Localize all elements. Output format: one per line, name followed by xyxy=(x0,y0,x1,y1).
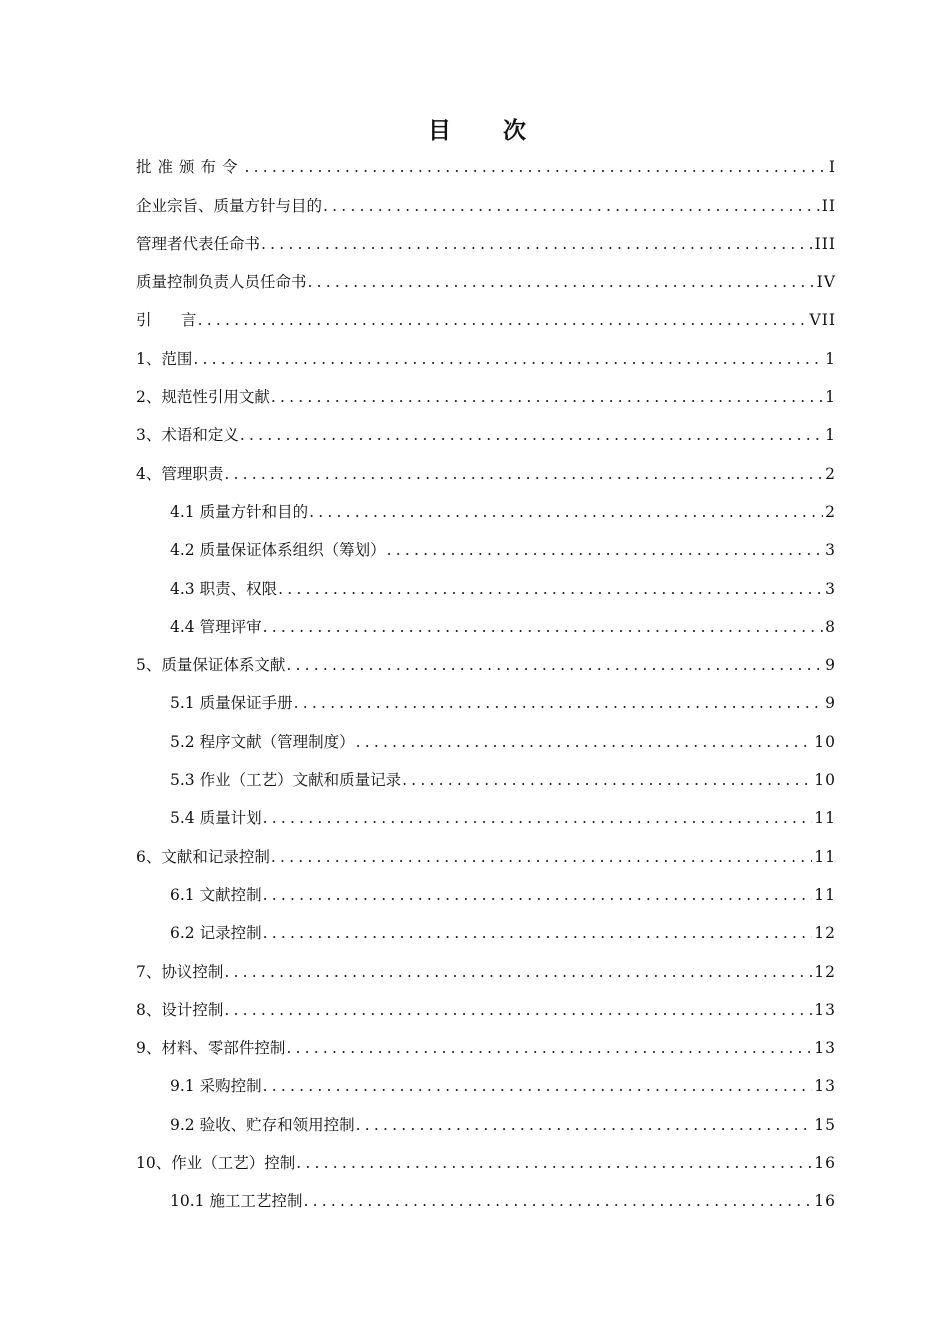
toc-entry-label: 5.1 质量保证手册 xyxy=(170,694,293,713)
toc-entry[interactable] xyxy=(136,375,836,413)
dot-leader xyxy=(263,923,813,943)
toc-entry-page-number: 2 xyxy=(825,464,836,483)
toc-entry-page-number: 3 xyxy=(825,541,836,560)
toc-entry[interactable] xyxy=(136,566,836,604)
dot-leader xyxy=(224,962,812,982)
toc-entry-page-number: 10 xyxy=(814,771,836,790)
toc-entry-page-number: 1 xyxy=(825,388,836,407)
toc-entry-page-number: I xyxy=(828,158,836,177)
dot-leader xyxy=(286,655,823,675)
toc-entry[interactable] xyxy=(136,796,836,834)
toc-entry-label: 4、管理职责 xyxy=(136,464,224,483)
dot-leader xyxy=(263,808,813,828)
dot-leader xyxy=(224,1000,812,1020)
toc-entry-page-number: 13 xyxy=(814,1077,836,1096)
dot-leader xyxy=(294,693,824,713)
toc-entry-page-number: 8 xyxy=(825,617,836,636)
dot-leader xyxy=(402,770,812,790)
dot-leader xyxy=(198,310,808,330)
toc-entry-page-number: 11 xyxy=(814,885,836,904)
toc-entry[interactable] xyxy=(136,1179,836,1217)
toc-entry[interactable] xyxy=(136,336,836,374)
toc-entry-page-number: 9 xyxy=(825,694,836,713)
toc-entry-label: 引 言 xyxy=(136,311,197,330)
toc-entry-page-number: VII xyxy=(809,311,836,330)
dot-leader xyxy=(323,196,820,216)
dot-leader xyxy=(308,272,815,292)
toc-entry[interactable] xyxy=(136,719,836,757)
toc-entry-page-number: 2 xyxy=(825,502,836,521)
dot-leader xyxy=(193,349,823,369)
toc-entry[interactable] xyxy=(136,298,836,336)
dot-leader xyxy=(263,1076,813,1096)
dot-leader xyxy=(356,732,813,752)
toc-entry-page-number: 1 xyxy=(825,349,836,368)
toc-entry-label: 质量控制负责人员任命书 xyxy=(136,273,307,292)
toc-entry[interactable] xyxy=(136,183,836,221)
toc-entry-label: 5.3 作业（工艺）文献和质量记录 xyxy=(170,771,402,790)
dot-leader xyxy=(278,579,823,599)
toc-entry[interactable] xyxy=(136,605,836,643)
toc-entry[interactable] xyxy=(136,1064,836,1102)
dot-leader xyxy=(240,425,823,445)
dot-leader xyxy=(296,1153,812,1173)
dot-leader xyxy=(356,1115,813,1135)
toc-entry[interactable] xyxy=(136,222,836,260)
toc-list xyxy=(136,145,836,1217)
toc-entry-label: 5.2 程序文献（管理制度） xyxy=(170,732,355,751)
toc-title: 目 次 xyxy=(427,118,548,144)
toc-entry-label: 9、材料、零部件控制 xyxy=(136,1039,286,1058)
toc-entry-label: 4.2 质量保证体系组织（筹划） xyxy=(170,541,386,560)
toc-entry[interactable] xyxy=(136,834,836,872)
toc-entry[interactable] xyxy=(136,490,836,528)
toc-entry-label: 8、设计控制 xyxy=(136,1000,224,1019)
toc-entry[interactable] xyxy=(136,681,836,719)
dot-leader xyxy=(271,847,812,867)
toc-entry-label: 3、术语和定义 xyxy=(136,426,239,445)
toc-entry[interactable] xyxy=(136,873,836,911)
toc-entry-label: 4.1 质量方针和目的 xyxy=(170,502,309,521)
toc-entry-page-number: 16 xyxy=(814,1154,836,1173)
toc-entry-page-number: 11 xyxy=(814,809,836,828)
dot-leader xyxy=(303,1191,812,1211)
toc-entry-label: 6.1 文献控制 xyxy=(170,885,262,904)
toc-entry[interactable] xyxy=(136,911,836,949)
toc-entry-label: 9.2 验收、贮存和领用控制 xyxy=(170,1115,355,1134)
toc-entry[interactable] xyxy=(136,758,836,796)
toc-entry-page-number: 3 xyxy=(825,579,836,598)
toc-entry-page-number: 12 xyxy=(814,924,836,943)
toc-entry-label: 4.3 职责、权限 xyxy=(170,579,278,598)
toc-entry-label: 批准颁布令 xyxy=(136,158,244,177)
toc-entry[interactable] xyxy=(136,643,836,681)
toc-entry[interactable] xyxy=(136,1026,836,1064)
dot-leader xyxy=(245,157,827,177)
toc-entry-page-number: IV xyxy=(816,273,836,292)
toc-entry-label: 7、协议控制 xyxy=(136,962,224,981)
toc-entry-label: 5、质量保证体系文献 xyxy=(136,656,286,675)
toc-entry[interactable] xyxy=(136,1141,836,1179)
toc-entry-page-number: III xyxy=(814,234,836,253)
toc-entry-label: 9.1 采购控制 xyxy=(170,1077,262,1096)
toc-entry-page-number: 9 xyxy=(825,656,836,675)
toc-entry[interactable] xyxy=(136,413,836,451)
toc-entry-page-number: 15 xyxy=(814,1115,836,1134)
toc-entry-label: 1、范围 xyxy=(136,349,193,368)
toc-entry-label: 5.4 质量计划 xyxy=(170,809,262,828)
toc-entry-page-number: 13 xyxy=(814,1039,836,1058)
dot-leader xyxy=(263,617,824,637)
toc-entry[interactable] xyxy=(136,260,836,298)
toc-entry-label: 6.2 记录控制 xyxy=(170,924,262,943)
toc-entry-page-number: 13 xyxy=(814,1000,836,1019)
toc-entry-label: 2、规范性引用文献 xyxy=(136,388,270,407)
dot-leader xyxy=(263,885,813,905)
toc-entry[interactable] xyxy=(136,451,836,489)
toc-entry-page-number: 11 xyxy=(814,847,836,866)
dot-leader xyxy=(387,540,824,560)
toc-entry-page-number: 10 xyxy=(814,732,836,751)
toc-entry[interactable] xyxy=(136,528,836,566)
toc-entry[interactable] xyxy=(136,988,836,1026)
dot-leader xyxy=(261,234,813,254)
toc-entry-label: 10.1 施工工艺控制 xyxy=(170,1192,303,1211)
toc-entry-page-number: 16 xyxy=(814,1192,836,1211)
toc-entry-page-number: 12 xyxy=(814,962,836,981)
toc-entry-label: 6、文献和记录控制 xyxy=(136,847,270,866)
dot-leader xyxy=(224,464,823,484)
toc-entry-page-number: 1 xyxy=(825,426,836,445)
dot-leader xyxy=(286,1038,812,1058)
dot-leader xyxy=(309,502,823,522)
toc-entry-page-number: II xyxy=(821,196,836,215)
toc-entry[interactable] xyxy=(136,145,836,183)
dot-leader xyxy=(271,387,823,407)
toc-entry[interactable] xyxy=(136,949,836,987)
toc-entry-label: 4.4 管理评审 xyxy=(170,617,262,636)
toc-entry-label: 企业宗旨、质量方针与目的 xyxy=(136,196,323,215)
toc-entry-label: 管理者代表任命书 xyxy=(136,234,261,253)
toc-entry[interactable] xyxy=(136,1102,836,1140)
toc-entry-label: 10、作业（工艺）控制 xyxy=(136,1154,296,1173)
